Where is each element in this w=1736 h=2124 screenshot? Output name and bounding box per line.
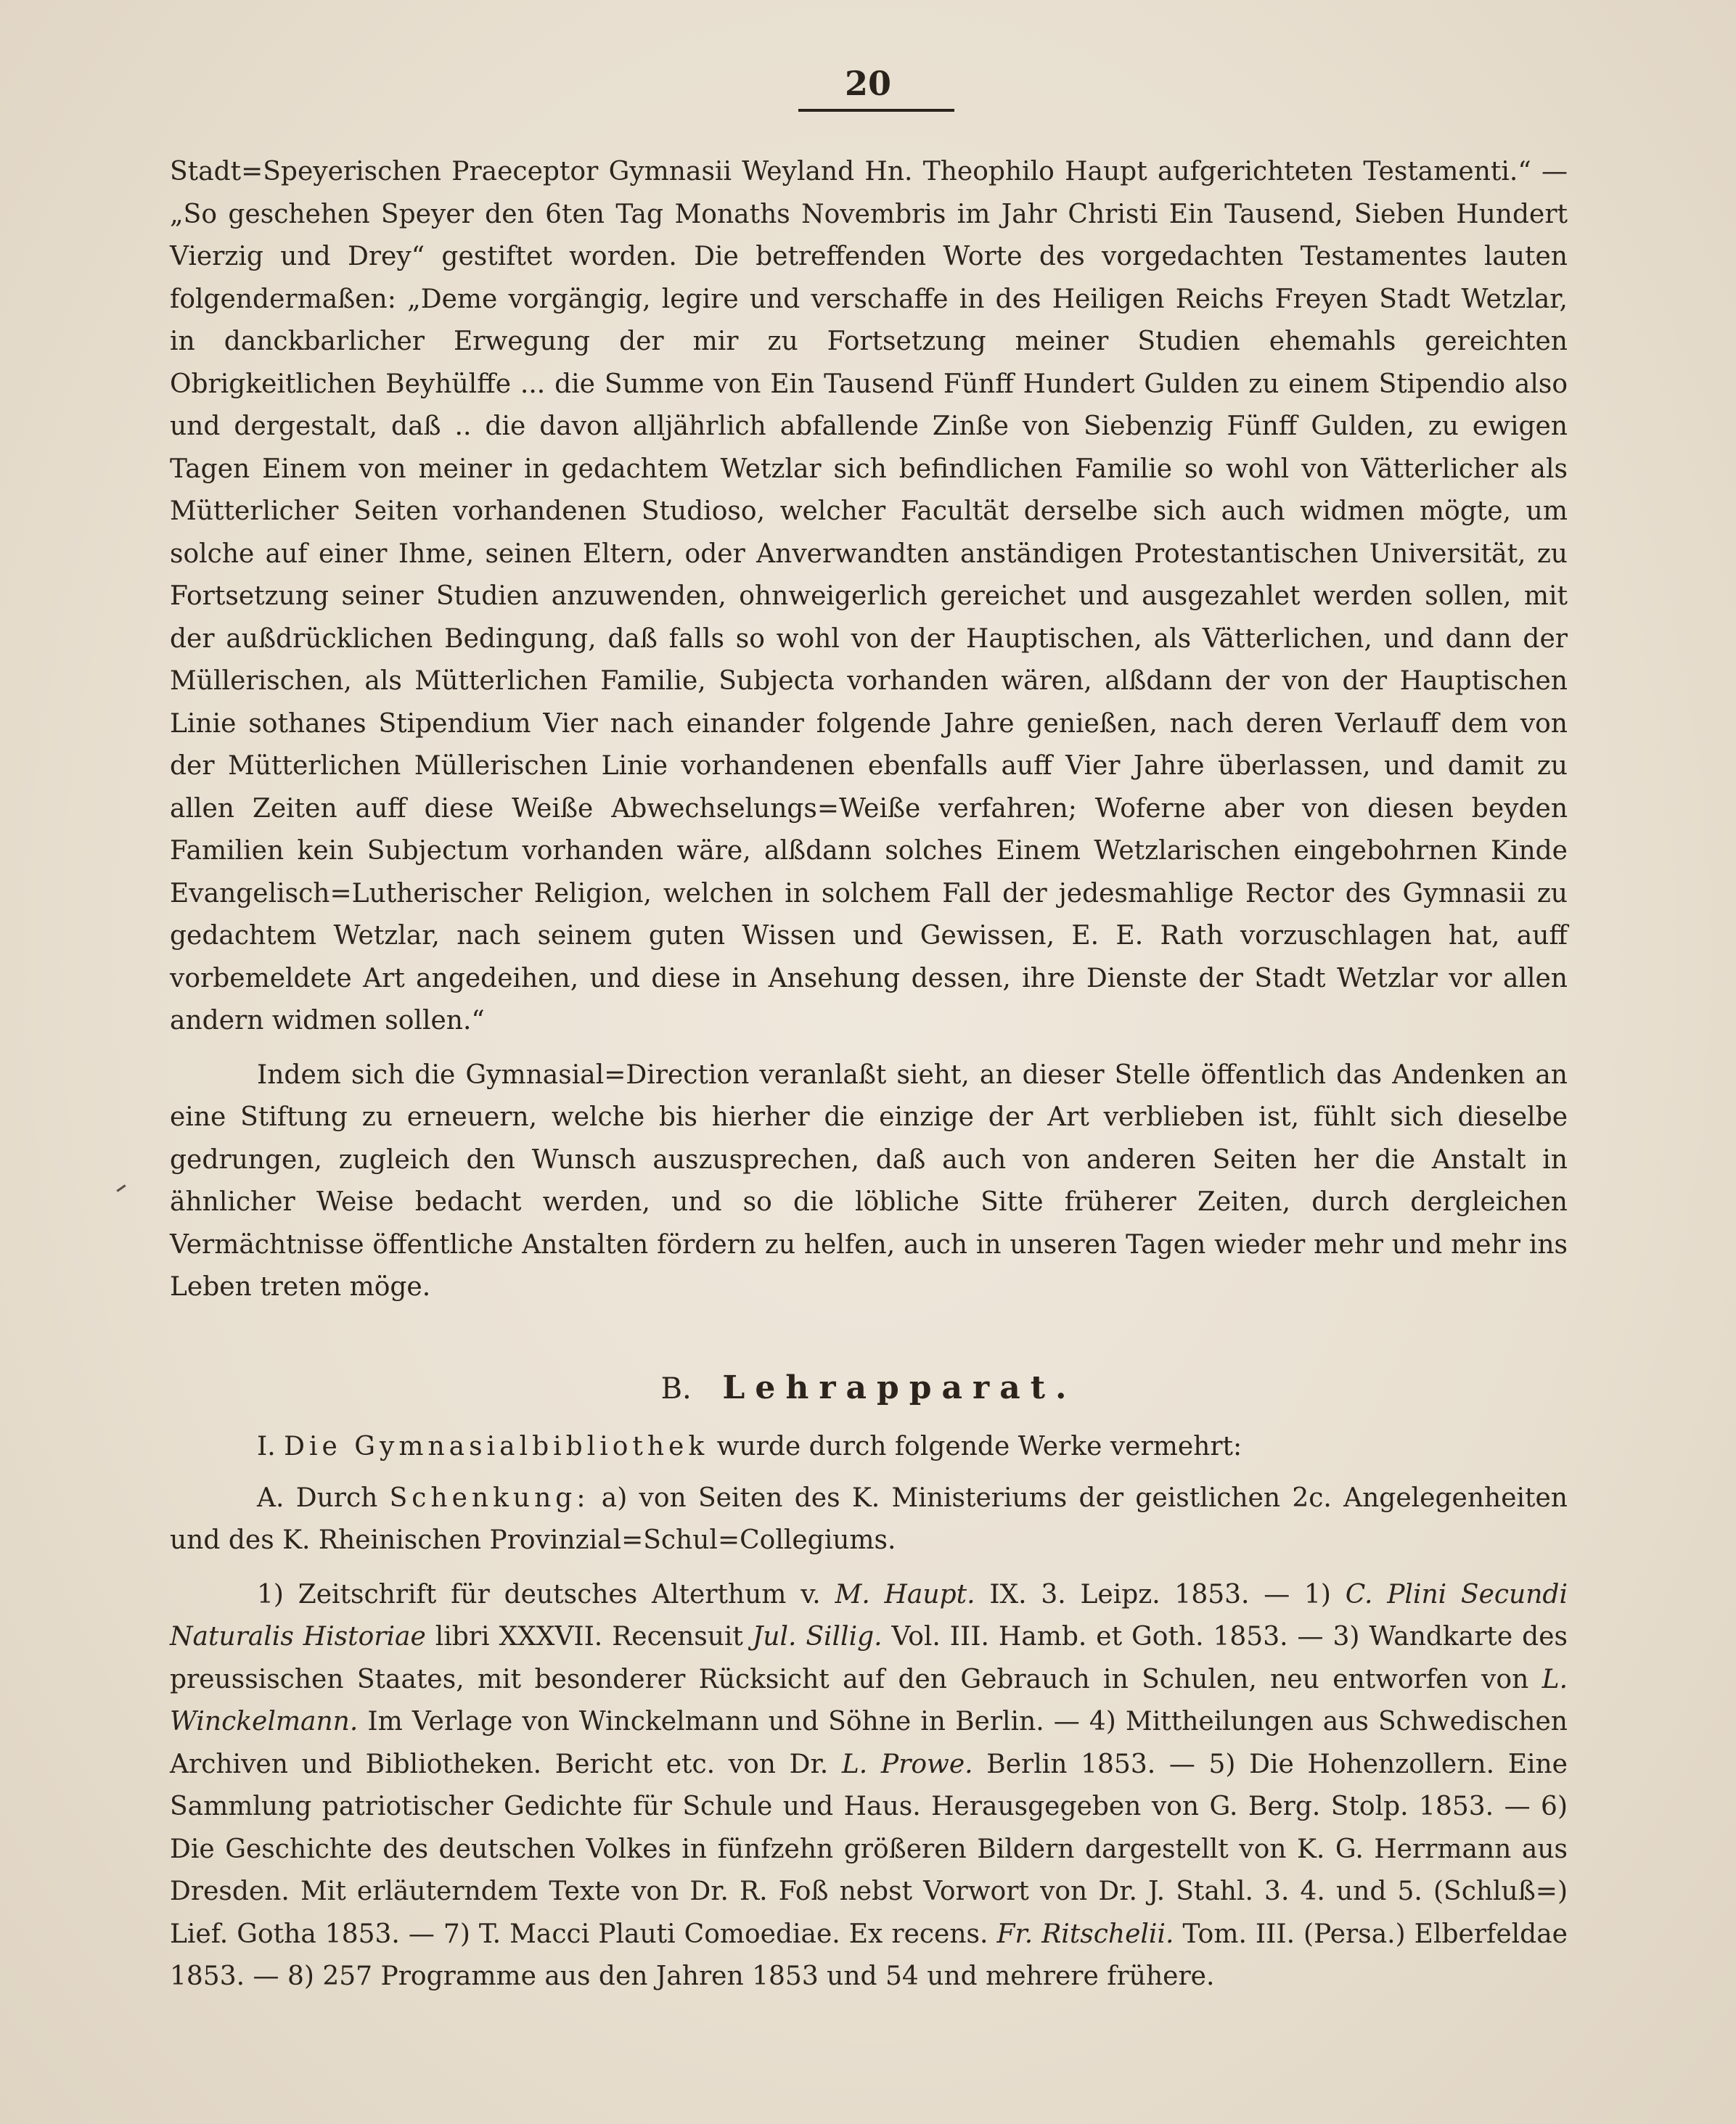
donation-rest: a) von Seiten des K. Ministeriums der geistlichen 2c. Angelegenheiten und des K. Rheinischen Provinzial=Schul=Collegiums. <box>170 1483 1568 1555</box>
list-author: M. Haupt. <box>835 1579 975 1610</box>
list-author: L. Prowe. <box>841 1749 973 1779</box>
donation-spaced: Schenkung: <box>389 1483 590 1513</box>
list-text: 1) Zeitschrift für deutsches Alterthum v. <box>257 1579 821 1610</box>
donation-intro <box>170 1477 1568 1562</box>
list-text: Tom. III. (Persa.) Elberfeldae 1853. — 8) 257 Programme aus den Jahren 1853 und 54 und mehrere frühere. <box>170 1919 1568 1991</box>
list-author: Fr. Ritschelii. <box>996 1919 1174 1949</box>
section-heading <box>170 1367 1568 1411</box>
testament-paragraph: Stadt=Speyerischen Praeceptor Gymnasii Weyland Hn. Theophilo Haupt aufgerichteten Testamenti.“ — „So geschehen Speyer den 6ten Tag Monaths Novembris im Jahr Christi Ein Tausend, Sieben Hundert Vierzig und Drey“ gestiftet worden. Die betreffenden Worte des vorgedachten Testamentes lauten folgendermaßen: „Deme vorgängig, legire und verschaffe in des Heiligen Reichs Freyen Stadt Wetzlar, in danckbarlicher Erwegung der mir zu Fortsetzung meiner Studien ehemahls gereichten Obrigkeitlichen Beyhülffe ... die Summe von Ein Tausend Fünff Hundert Gulden zu einem Stipendio also und dergestalt, daß .. die davon alljährlich abfallende Zinße von Siebenzig Fünff Gulden, zu ewigen Tagen Einem von meiner in gedachtem Wetzlar sich befindlichen Familie so wohl von Vätterlicher als Mütterlicher Seiten vorhandenen Studioso, welcher Facultät derselbe sich auch widmen mögte, um solche auf einer Ihme, seinen Eltern, oder Anverwandten anständigen Protestantischen Universität, zu Fortsetzung seiner Studien anzuwenden, ohnweigerlich gereichet und ausgezahlet werden sollen, mit der außdrücklichen Bedingung, daß falls so wohl von der Hauptischen, als Vätterlichen, und dann der Müllerischen, als Mütterlichen Familie, Subjecta vorhanden wären, alßdann der von der Hauptischen Linie sothanes Stipendium Vier nach einander folgende Jahre genießen, nach deren Verlauff dem von der Mütterlichen Müllerischen Linie vorhandenen ebenfalls auff Vier Jahre überlassen, und damit zu allen Zeiten auff diese Weiße Abwechselungs=Weiße verfahren; Woferne aber von diesen beyden Familien kein Subjectum vorhanden wäre, alßdann solches Einem Wetzlarischen eingebohrnen Kinde Evangelisch=Lutherischer Religion, welchen in solchem Fall der jedesmahlige Rector des Gymnasii zu gedachtem Wetzlar, nach seinem guten Wissen und Gewissen, E. E. Rath vorzuschlagen hat, auff vorbemeldete Art angedeihen, und diese in Ansehung dessen, ihre Dienste der Stadt Wetzlar vor allen andern widmen sollen.“ <box>170 157 1568 1036</box>
list-text: IX. 3. Leipz. 1853. — 1) <box>989 1579 1331 1610</box>
direction-paragraph: Indem sich die Gymnasial=Direction veranlaßt sieht, an dieser Stelle öffentlich das Andenken an eine Stiftung zu erneuern, welche bis hierher die einzige der Art verblieben ist, fühlt sich dieselbe gedrungen, zugleich den Wunsch auszusprechen, daß auch von anderen Seiten her die Anstalt in ähnlicher Weise bedacht werden, und so die löbliche Sitte früherer Zeiten, durch dergleichen Vermächtnisse öffentliche Anstalten fördern zu helfen, auch in unseren Tagen wieder mehr und mehr ins Leben treten möge. <box>170 1059 1568 1302</box>
list-text: Im Verlage von Winckelmann und Söhne in Berlin. — 4) Mittheilungen aus Schwedischen Archiven und Bibliotheken. Bericht etc. von Dr. <box>170 1707 1568 1779</box>
page-body <box>170 151 1568 1998</box>
subsection-heading <box>170 1426 1568 1469</box>
list-author: Jul. Sillig. <box>752 1622 883 1652</box>
list-text: Vol. III. Hamb. et Goth. 1853. — 3) Wandkarte des preussischen Staates, mit besonderer Rücksicht auf den Gebrauch in Schulen, neu entworfen von <box>170 1622 1568 1694</box>
ink-mark <box>116 1184 126 1192</box>
subsection-subject: Die Gymnasialbibliothek <box>284 1432 709 1461</box>
acquisitions-list <box>170 1574 1568 1998</box>
list-text: libri XXXVII. Recensuit <box>435 1622 743 1652</box>
page-number: 20 <box>844 64 891 103</box>
list-text: Berlin 1853. — 5) Die Hohenzollern. Eine Sammlung patriotischer Gedichte für Schule und Haus. Herausgegeben von G. Berg. Stolp. 1853. — 6) Die Geschichte des deutschen Volkes in fünfzehn größeren Bildern dargestellt von K. G. Herrmann aus Dresden. Mit erläuterndem Texte von Dr. R. Foß nebst Vorwort von Dr. J. Stahl. 3. 4. und 5. (Schluß=) Lief. Gotha 1853. — 7) T. Macci Plauti Comoediae. Ex recens. <box>170 1749 1568 1949</box>
page-number-rule <box>798 109 954 112</box>
donation-label: A. Durch <box>257 1483 378 1513</box>
subsection-label: I. <box>257 1432 276 1461</box>
section-label: B. <box>660 1371 692 1406</box>
subsection-rest: wurde durch folgende Werke vermehrt: <box>716 1432 1242 1461</box>
section-title: Lehrapparat. <box>722 1369 1077 1406</box>
list-author: L. Winckelmann. <box>170 1664 1568 1736</box>
list-title: C. Plini Secundi Naturalis Historiae <box>170 1579 1568 1652</box>
